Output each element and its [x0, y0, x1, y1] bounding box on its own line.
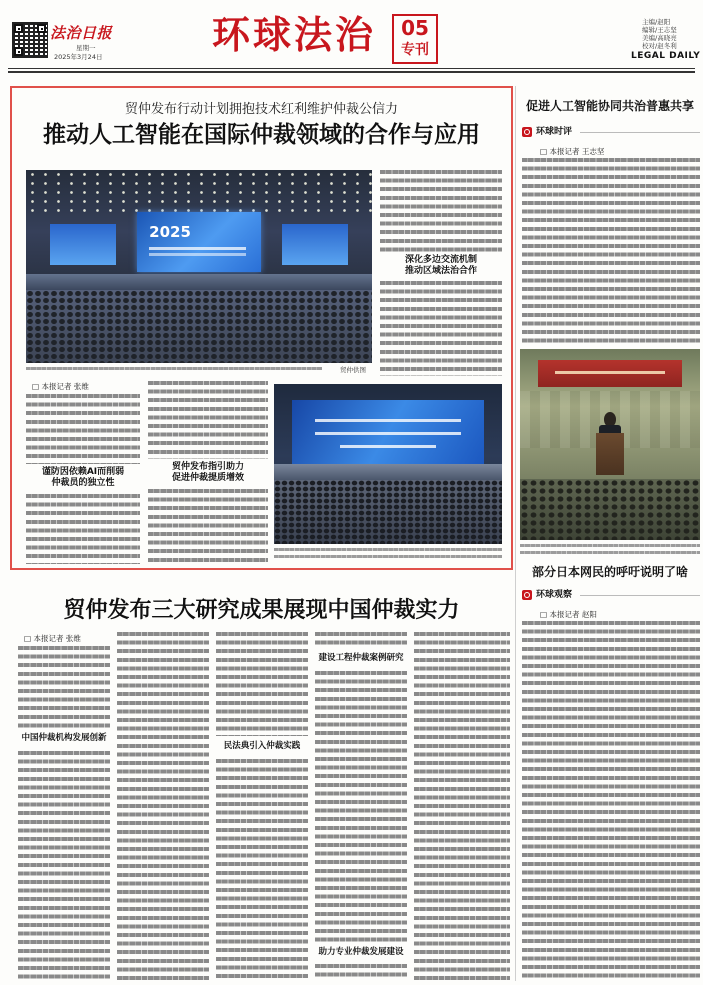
paper-logo: 法治日报 [50, 24, 113, 42]
body-text-block [18, 646, 110, 728]
side-screen-right [282, 224, 348, 265]
subhead-line: 助力专业仲裁发展建设 [318, 947, 404, 957]
side-screen-left [50, 224, 116, 265]
featured-subhead [148, 462, 268, 484]
featured-byline: □ 本报记者 张维 [32, 382, 89, 391]
research-subhead [18, 733, 110, 744]
staff-credits [642, 18, 677, 50]
body-text-block [522, 158, 700, 345]
stage-screen [137, 212, 262, 272]
photo-credit: 贸仲供图 [340, 366, 366, 374]
subhead-line: 建设工程仲裁案例研究 [318, 653, 404, 663]
body-text-block [522, 621, 700, 981]
page-number-box [392, 14, 438, 64]
stage-screen [292, 400, 484, 464]
section-tag-icon [522, 127, 532, 137]
ceiling-lights [26, 170, 372, 216]
body-text-block [18, 751, 110, 981]
body-text-block [315, 632, 407, 649]
research-subhead [315, 947, 407, 958]
audience [26, 290, 372, 363]
hall-banner [538, 360, 682, 387]
staff-proofreader: 校对/赵冬利 [642, 42, 677, 50]
featured-subhead [26, 467, 140, 489]
body-text-block [315, 671, 407, 943]
stage-screen-text: 2025 [149, 223, 191, 242]
audience [520, 479, 700, 540]
featured-article-kicker: 贸仲发布行动计划拥抱技术红利维护仲裁公信力 [124, 102, 398, 117]
research-article-headline: 贸仲发布三大研究成果展现中国仲裁实力 [63, 598, 460, 623]
section-tag-rule [580, 132, 700, 133]
commentary-section-tag [522, 126, 700, 138]
commentary-title: 促进人工智能协同共治普惠共享 [525, 99, 694, 113]
body-text-block [26, 394, 140, 464]
body-text-block [315, 964, 407, 981]
qr-code-icon [12, 22, 48, 58]
subhead-line: 中国仲裁机构发展创新 [21, 733, 107, 743]
section-tag-label: 环球观察 [536, 590, 573, 600]
body-text-block [216, 759, 308, 981]
subhead-line: 贸仲发布指引助力 [171, 462, 244, 472]
audience [274, 480, 502, 544]
meeting-speaker-photo [520, 349, 700, 540]
page-number: 05 [401, 16, 429, 40]
photo-caption [520, 544, 700, 555]
podium [596, 433, 625, 475]
body-text-block [414, 632, 510, 981]
featured-subhead [380, 255, 502, 277]
subhead-line: 推动区域法治合作 [404, 266, 477, 276]
body-text-block [148, 489, 268, 564]
commentary-byline: □ 本报记者 王志坚 [540, 147, 605, 156]
section-tag-icon [522, 590, 532, 600]
research-subhead [315, 653, 407, 664]
issue-date: 2025年3月24日 [54, 53, 103, 61]
subhead-line: 谨防因依赖AI而削弱 [41, 467, 125, 477]
forum-stage-photo [274, 384, 502, 544]
body-text-block [380, 170, 502, 252]
photo-caption [26, 367, 322, 371]
section-title: 环球法治 [212, 13, 377, 57]
section-tag-label: 环球时评 [536, 127, 573, 137]
body-text-block [148, 381, 268, 459]
stage [274, 464, 502, 480]
body-text-block [380, 281, 502, 376]
page-type: 专刊 [401, 42, 429, 58]
photo-caption [274, 548, 502, 559]
body-text-block [117, 632, 209, 981]
masthead-rule-thick [8, 71, 695, 73]
observation-section-tag [522, 589, 700, 601]
subhead-line: 促进仲裁提质增效 [171, 473, 244, 483]
observation-title: 部分日本网民的呼吁说明了啥 [531, 565, 688, 579]
issue-weekday: 星期一 [76, 44, 96, 52]
staff-editor: 编辑/王志坚 [642, 26, 677, 34]
research-byline: □ 本报记者 张维 [24, 634, 81, 643]
subhead-line: 仲裁员的独立性 [51, 478, 115, 488]
staff-chief-editor: 主编/赵阳 [642, 18, 671, 26]
research-subhead [216, 741, 308, 752]
conference-photo [26, 170, 372, 363]
subhead-line: 民法典引入仲裁实践 [223, 741, 301, 751]
featured-article-headline: 推动人工智能在国际仲裁领域的合作与应用 [43, 122, 480, 148]
english-name: LEGAL DAILY [631, 51, 701, 61]
observation-byline: □ 本报记者 赵阳 [540, 610, 597, 619]
staff-art-editor: 美编/高晓亮 [642, 34, 677, 42]
section-tag-rule [580, 595, 700, 596]
body-text-block [216, 632, 308, 736]
subhead-line: 深化多边交流机制 [404, 255, 477, 265]
body-text-block [26, 494, 140, 564]
masthead-rule [8, 68, 695, 69]
column-separator [515, 86, 516, 981]
stage [26, 274, 372, 289]
